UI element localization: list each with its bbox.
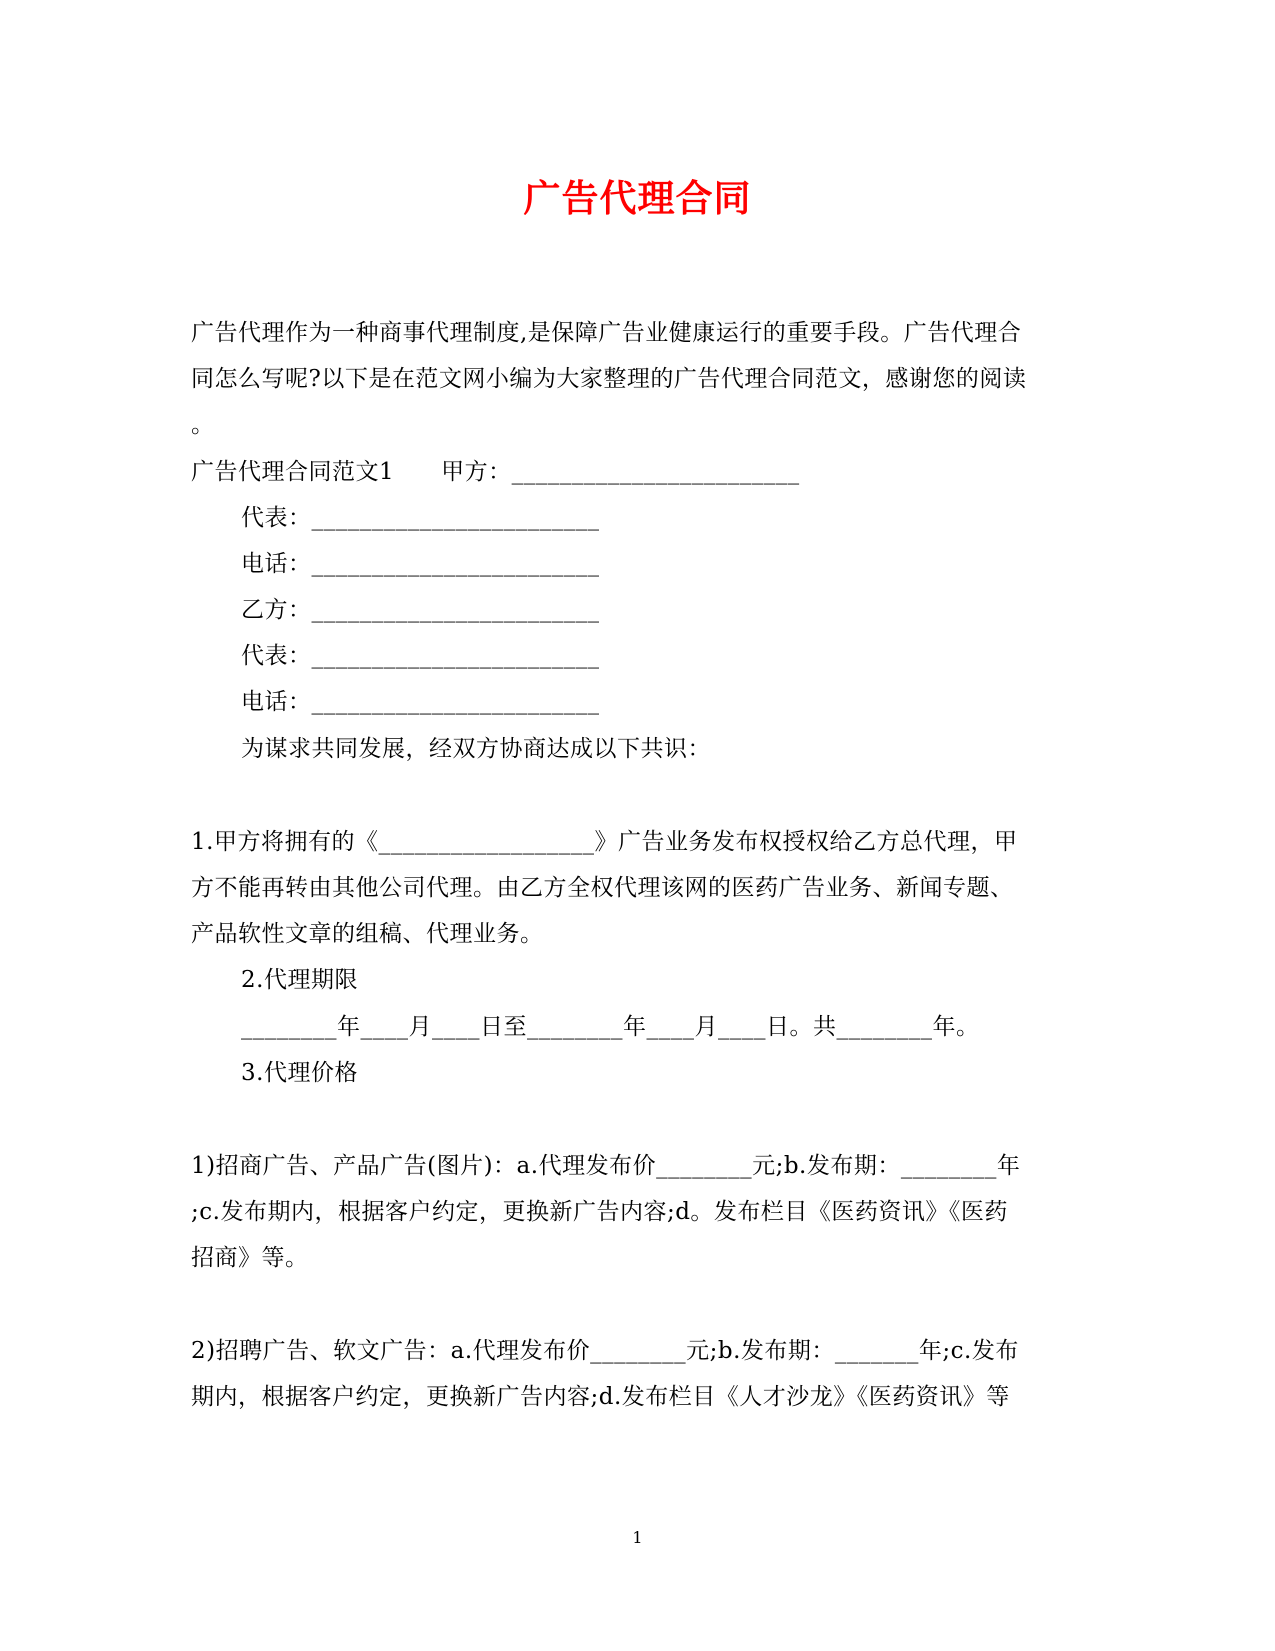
contract-heading-party-a: 广告代理合同范文1 甲方：________________________ <box>191 459 800 485</box>
price-item-1-line-2: ;c.发布期内，根据客户约定，更换新广告内容;d。发布栏目《医药资讯》《医药 <box>191 1199 1008 1225</box>
clause-1-line-2: 方不能再转由其他公司代理。由乙方全权代理该网的医药广告业务、新闻专题、 <box>191 875 1014 901</box>
party-b-representative: 代表：________________________ <box>241 643 600 669</box>
intro-line-3: 。 <box>191 412 215 438</box>
party-b-phone: 电话：________________________ <box>241 689 600 715</box>
intro-line-1: 广告代理作为一种商事代理制度,是保障广告业健康运行的重要手段。广告代理合 <box>191 320 1022 346</box>
party-b: 乙方：________________________ <box>241 597 600 623</box>
clause-1-line-1: 1.甲方将拥有的《__________________》广告业务发布权授权给乙方总代理，甲 <box>191 829 1018 855</box>
agreement-intro: 为谋求共同发展，经双方协商达成以下共识： <box>241 736 711 762</box>
document-title: 广告代理合同 <box>523 176 752 220</box>
clause-1-line-3: 产品软性文章的组稿、代理业务。 <box>191 921 544 947</box>
party-a-representative: 代表：________________________ <box>241 505 600 531</box>
clause-2-heading: 2.代理期限 <box>241 967 358 993</box>
price-item-1-line-3: 招商》等。 <box>191 1245 309 1271</box>
party-a-phone: 电话：________________________ <box>241 551 600 577</box>
price-item-2-line-1: 2)招聘广告、软文广告：a.代理发布价________元;b.发布期：_______年;c.发布 <box>191 1338 1019 1364</box>
price-item-1-line-1: 1)招商广告、产品广告(图片)：a.代理发布价________元;b.发布期：________年 <box>191 1153 1021 1179</box>
clause-2-period: ________年____月____日至________年____月____日。共________年。 <box>241 1014 980 1040</box>
intro-line-2: 同怎么写呢?以下是在范文网小编为大家整理的广告代理合同范文，感谢您的阅读 <box>191 366 1027 392</box>
clause-3-heading: 3.代理价格 <box>241 1060 358 1086</box>
page-number: 1 <box>632 1528 643 1547</box>
price-item-2-line-2: 期内，根据客户约定，更换新广告内容;d.发布栏目《人才沙龙》《医药资讯》等 <box>191 1384 1010 1410</box>
